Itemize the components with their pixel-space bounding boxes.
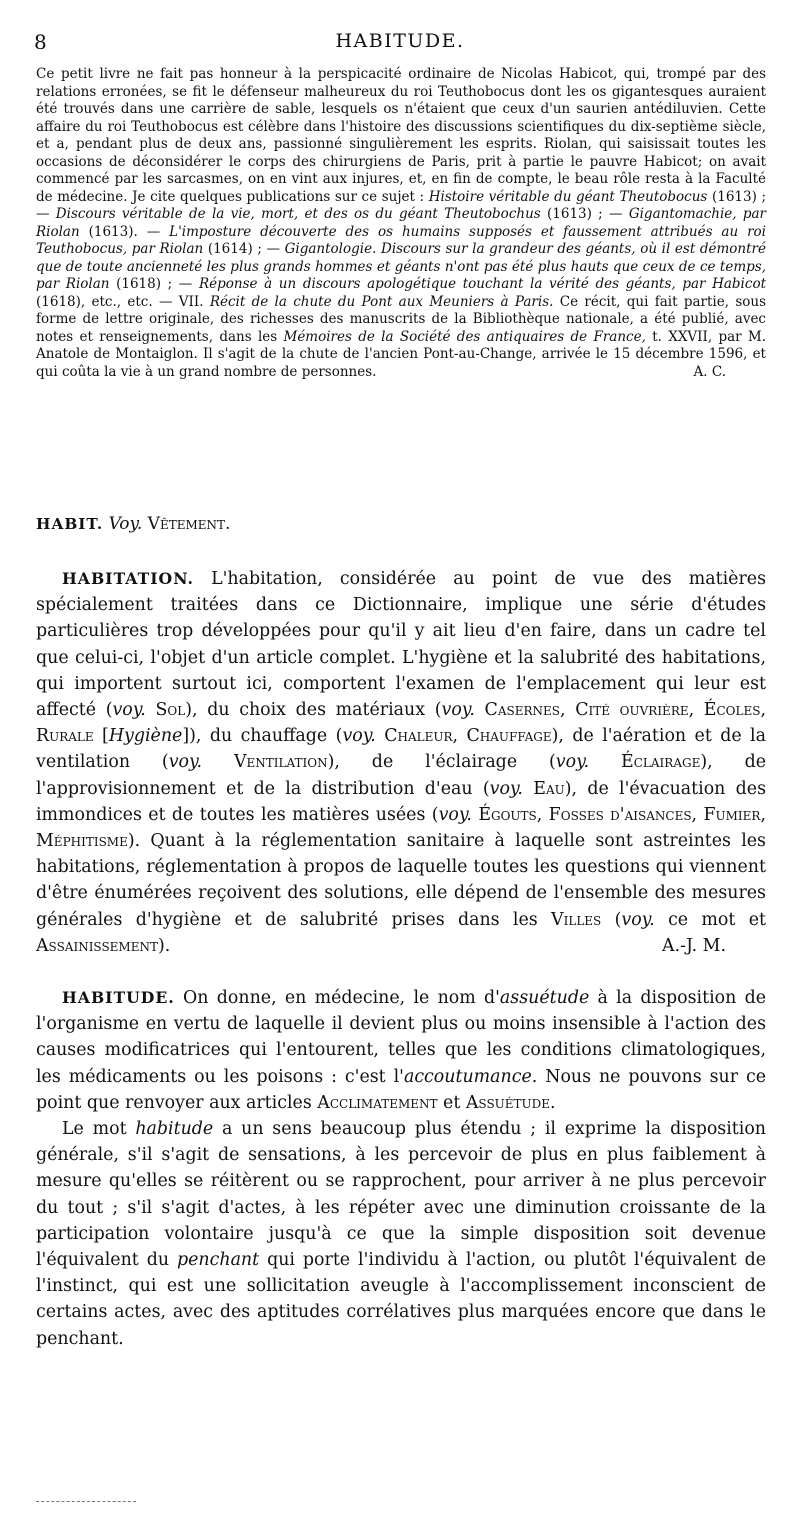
cross-reference: Assuétude.: [465, 1092, 556, 1113]
headword-habit: HABIT.: [36, 515, 104, 533]
cross-reference: Casernes, Cité ouvrière, Écoles, Rurale: [36, 700, 766, 747]
voy-label: Voy.: [108, 514, 143, 534]
cross-reference: Chaleur, Chauffage: [384, 726, 552, 747]
cross-reference: Vêtement.: [147, 514, 231, 534]
book-title: Histoire véritable du géant Theutobocus: [428, 188, 708, 205]
page-number: 8: [34, 30, 47, 54]
entry-habitation: [36, 566, 766, 959]
author-signature: A. C.: [693, 363, 726, 380]
entry-habit: [36, 514, 766, 534]
cross-reference: Acclimatement: [317, 1092, 438, 1113]
cross-reference: Égouts, Fosses d'aisances, Fumier, Méphitisme: [36, 804, 766, 852]
article-continuation: [36, 66, 766, 381]
cross-reference: Ventilation: [233, 752, 328, 773]
cross-reference: Assainissement: [36, 935, 158, 956]
book-title: Gigantomachie, par Riolan: [36, 206, 767, 240]
headword-habitude: HABITUDE.: [62, 988, 175, 1007]
cross-reference: Villes: [551, 909, 602, 930]
cross-reference: Éclairage: [621, 752, 701, 773]
author-signature: A.-J. M.: [662, 935, 726, 956]
habitation-paragraph: HABITATION. L'habitation, considérée au point de vue des matières spécialement traitées dans ce Dictionnaire, implique une série d'études particulières trop développées pour qu'il y ait lieu d'en faire, dans un cadre tel que celui-ci, l'objet d'un article complet. L'hygiène et la salubrité des habitations, qui importent surtout ici, comportent l'examen de l'emplacement qui leur est affecté (voy. Sol), du choix des matériaux (voy. Casernes, Cité ouvrière, Écoles, Rurale [Hygiène]), du chauffage (voy. Chaleur, Chauffage), de l'aération et de la ventilation (voy. Ventilation), de l'éclairage (voy. Éclairage), de l'approvisionnement et de la distribution d'eau (voy. Eau), de l'évacuation des immondices et de toutes les matières usées (voy. Égouts, Fosses d'aisances, Fumier, Méphitisme). Quant à la réglementation sanitaire à laquelle sont astreintes les habitations, réglementation à propos de laquelle toutes les questions qui viennent d'être énumérées reçoivent des solutions, elle dépend de l'ensemble des mesures générales d'hygiène et de salubrité prises dans les Villes (voy. ce mot et Assainissement). A.-J. M.: [36, 566, 766, 959]
book-title: Mémoires de la Société des antiquaires de France,: [283, 328, 646, 345]
book-title: Discours véritable de la vie, mort, et des os du géant Theutobochus: [55, 206, 541, 222]
footer-rule: [36, 1501, 136, 1502]
continuation-paragraph: Ce petit livre ne fait pas honneur à la perspicacité ordinaire de Nicolas Habicot, qui, trompé par des relations erronées, se fit le défenseur malheureux du roi Teuthobocus dont les os gigantesques auraient été trouvés dans une carrière de sable, lesquels os n'étaient que ceux d'un saurien antédiluvien. Cette affaire du roi Teuthobocus est célèbre dans l'histoire des discussions scientifiques du dix-septième siècle, et a, pendant plus de deux ans, passionné singulièrement les esprits. Riolan, qui saisissait toutes les occasions de déconsidérer le corps des chirurgiens de Paris, prit à partie le pauvre Habicot; on avait commencé par les sarcasmes, on en vint aux injures, et, en fin de compte, le beau rôle resta à la Faculté de médecine. Je cite quelques publications sur ce sujet : Histoire véritable du géant Theutobocus (1613) ; — Discours véritable de la vie, mort, et des os du géant Theutobochus (1613) ; — Gigantomachie, par Riolan (1613). — L'imposture découverte des os humains supposés et faussement attribués au roi Teuthobocus, par Riolan (1614) ; — Gigantologie. Discours sur la grandeur des géants, où il est démontré que de toute ancienneté les plus grands hommes et géants n'ont pas été plus hauts que ceux de ce temps, par Riolan (1618) ; — Réponse à un discours apologétique touchant la vérité des géants, par Habicot (1618), etc., etc. — VII. Récit de la chute du Pont aux Meuniers à Paris. Ce récit, qui fait partie, sous forme de lettre originale, des richesses des manuscrits de la Bibliothèque nationale, a été publié, avec notes et renseignements, dans les Mémoires de la Société des antiquaires de France, t. XXVII, par M. Anatole de Montaiglon. Il s'agit de la chute de l'ancien Pont-au-Change, arrivée le 15 décembre 1596, et qui coûta la vie à un grand nombre de personnes. A. C.: [36, 66, 767, 380]
headword-habitation: HABITATION.: [62, 569, 194, 588]
entry-habitude: [36, 985, 766, 1352]
habitude-paragraph-2: Le mot habitude a un sens beaucoup plus étendu ; il exprime la disposition générale, s'il s'agit de sensations, à les percevoir de plus en plus faiblement à mesure qu'elles se réitèrent ou se rapprochent, pour arriver à ne plus percevoir du tout ; s'il s'agit d'actes, à les répéter avec une diminution croissante de la participation volontaire jusqu'à ce que la simple disposition soit devenue l'équivalent du penchant qui porte l'individu à l'action, ou plutôt l'équivalent de l'instinct, qui est une sollicitation aveugle à l'accomplissement inconscient de certains actes, avec des aptitudes corrélatives plus marquées encore que dans le penchant.: [36, 1119, 767, 1349]
book-title: Réponse à un discours apologétique touchant la vérité des géants, par Habicot: [198, 276, 766, 292]
book-title: Récit de la chute du Pont aux Meuniers à Paris.: [209, 293, 554, 310]
page-header: [34, 30, 766, 56]
book-title: Gigantologie. Discours sur la grandeur des géants, où il est démontré que de toute ancienneté les plus grands hommes et géants n'ont pas été plus hauts que ceux de ce temps, par Riolan: [36, 241, 766, 292]
running-head: HABITUDE.: [335, 30, 465, 52]
cross-reference: Sol: [155, 700, 186, 721]
cross-reference: Eau: [533, 778, 565, 799]
book-title: L'imposture découverte des os humains supposés et faussement attribués au roi Teuthobocus, par Riolan: [36, 223, 766, 257]
habitude-paragraph-1: HABITUDE. On donne, en médecine, le nom d'assuétude à la disposition de l'organisme en vertu de laquelle il devient plus ou moins insensible à l'action des causes modificatrices qui l'entourent, telles que les conditions climatologiques, les médicaments ou les poisons : c'est l'accoutumance. Nous ne pouvons sur ce point que renvoyer aux articles Acclimatement et Assuétude.: [36, 988, 767, 1113]
